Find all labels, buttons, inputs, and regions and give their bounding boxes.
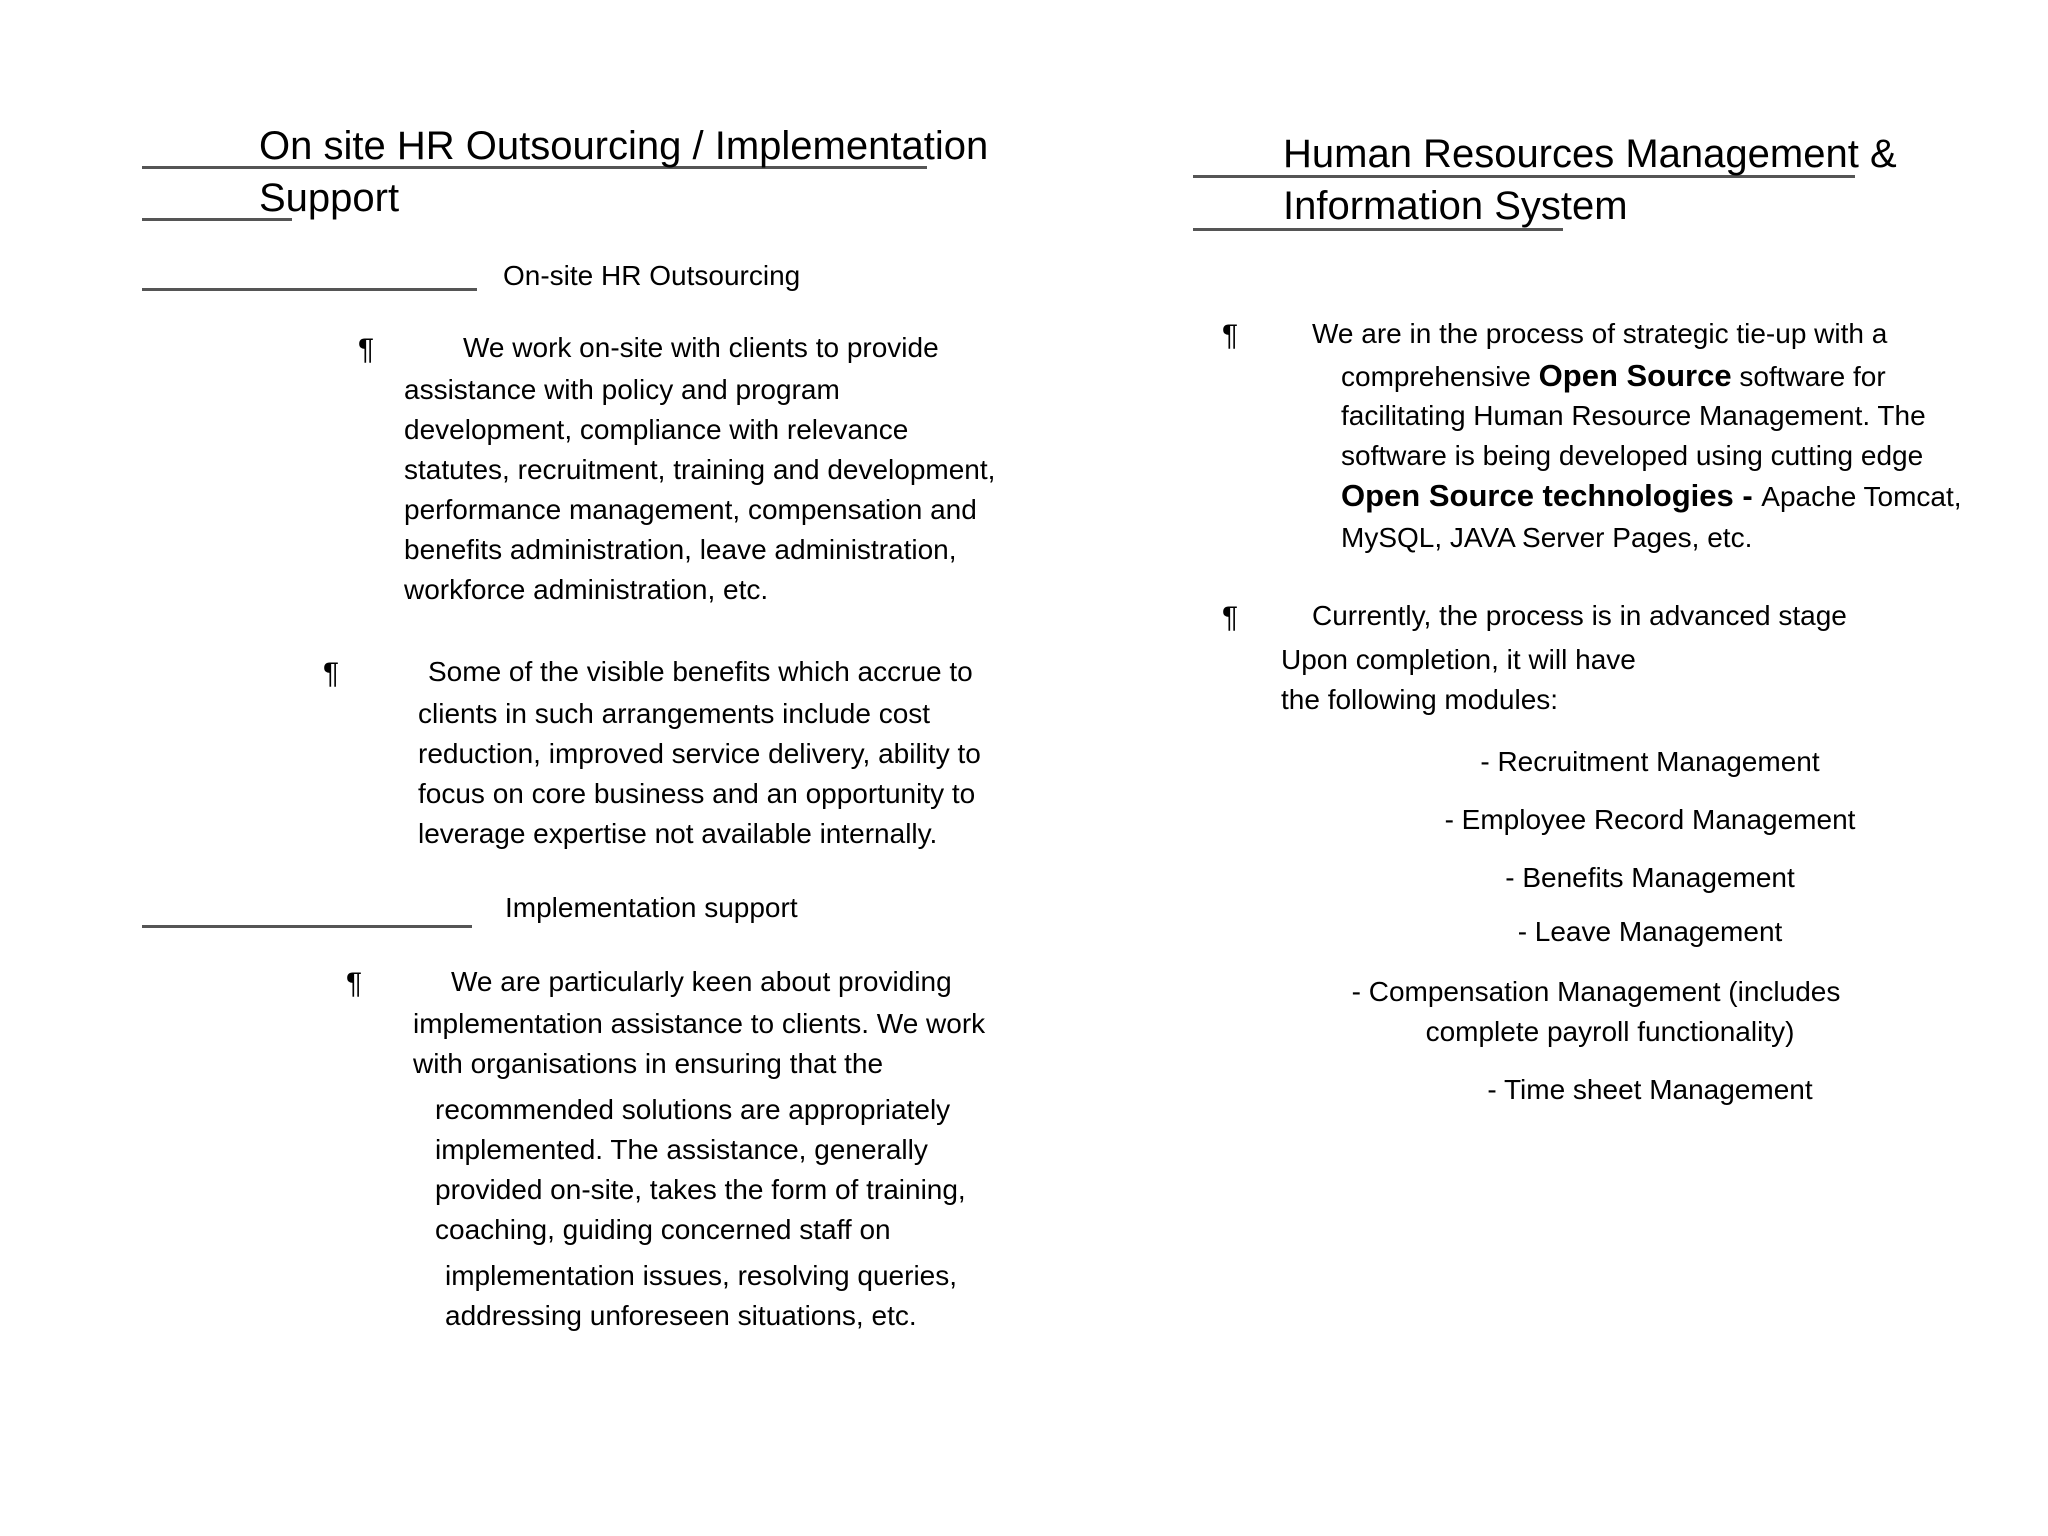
paragraph-line: statutes, recruitment, training and development,	[404, 454, 996, 485]
module-item: complete payroll functionality)	[1425, 1016, 1795, 1047]
open-source-technologies-emphasis: Open Source technologies -	[1341, 478, 1762, 513]
paragraph-line: facilitating Human Resource Management. The	[1341, 400, 1926, 431]
paragraph-line: leverage expertise not available internally.	[418, 818, 938, 849]
pilcrow-icon: ¶	[323, 657, 340, 690]
section-underline-outsourcing	[142, 288, 477, 291]
paragraph-line: We work on-site with clients to provide	[463, 332, 939, 363]
paragraph-line: assistance with policy and program	[404, 374, 840, 405]
paragraph-line: MySQL, JAVA Server Pages, etc.	[1341, 522, 1753, 553]
paragraph-line	[1341, 478, 1962, 515]
paragraph-line: recommended solutions are appropriately	[435, 1094, 951, 1125]
module-item: - Recruitment Management	[1480, 746, 1820, 777]
paragraph-line: implemented. The assistance, generally	[435, 1134, 928, 1165]
module-item: - Compensation Management (includes	[1351, 976, 1841, 1007]
paragraph-line: software is being developed using cutting edge	[1341, 440, 1924, 471]
module-item: - Employee Record Management	[1444, 804, 1856, 835]
pilcrow-icon: ¶	[346, 967, 363, 1000]
right-title-line-2: Information System	[1283, 184, 1628, 228]
paragraph-line: implementation issues, resolving queries,	[445, 1260, 958, 1291]
paragraph-line: the following modules:	[1281, 684, 1559, 715]
section-heading-outsourcing: On-site HR Outsourcing	[503, 260, 801, 291]
paragraph-line: coaching, guiding concerned staff on	[435, 1214, 891, 1245]
module-item: - Leave Management	[1517, 916, 1783, 947]
paragraph-line: reduction, improved service delivery, ability to	[418, 738, 981, 769]
paragraph-line: with organisations in ensuring that the	[413, 1048, 884, 1079]
left-title-line-2: Support	[259, 176, 400, 220]
module-item: - Benefits Management	[1505, 862, 1795, 893]
paragraph-line: development, compliance with relevance	[404, 414, 909, 445]
pilcrow-icon: ¶	[1222, 601, 1239, 634]
open-source-emphasis: Open Source	[1538, 358, 1732, 393]
paragraph-line: We are particularly keen about providing	[451, 966, 952, 997]
pilcrow-icon: ¶	[1222, 319, 1239, 352]
paragraph-line: clients in such arrangements include cost	[418, 698, 931, 729]
paragraph-line: Currently, the process is in advanced stage	[1312, 600, 1847, 631]
right-title-line-1: Human Resources Management &	[1283, 132, 1897, 176]
paragraph-line: Some of the visible benefits which accrue to	[428, 656, 973, 687]
paragraph-line: Upon completion, it will have	[1281, 644, 1636, 675]
module-item: - Time sheet Management	[1487, 1074, 1813, 1105]
section-heading-implementation: Implementation support	[505, 892, 798, 923]
paragraph-line: provided on-site, takes the form of training,	[435, 1174, 966, 1205]
paragraph-line: focus on core business and an opportunity to	[418, 778, 976, 809]
paragraph-line: addressing unforeseen situations, etc.	[445, 1300, 917, 1331]
section-underline-implementation	[142, 925, 472, 928]
paragraph-text: Apache Tomcat,	[1761, 481, 1962, 512]
paragraph-text: software for	[1731, 361, 1886, 392]
paragraph-line: workforce administration, etc.	[404, 574, 769, 605]
paragraph-line: We are in the process of strategic tie-up with a	[1312, 318, 1888, 349]
paragraph-line: implementation assistance to clients. We work	[413, 1008, 986, 1039]
paragraph-line: benefits administration, leave administration,	[404, 534, 957, 565]
paragraph-text: comprehensive	[1341, 361, 1539, 392]
paragraph-line	[1341, 358, 1886, 395]
left-title-line-1: On site HR Outsourcing / Implementation	[259, 124, 989, 168]
pilcrow-icon: ¶	[358, 333, 375, 366]
paragraph-line: performance management, compensation and	[404, 494, 977, 525]
